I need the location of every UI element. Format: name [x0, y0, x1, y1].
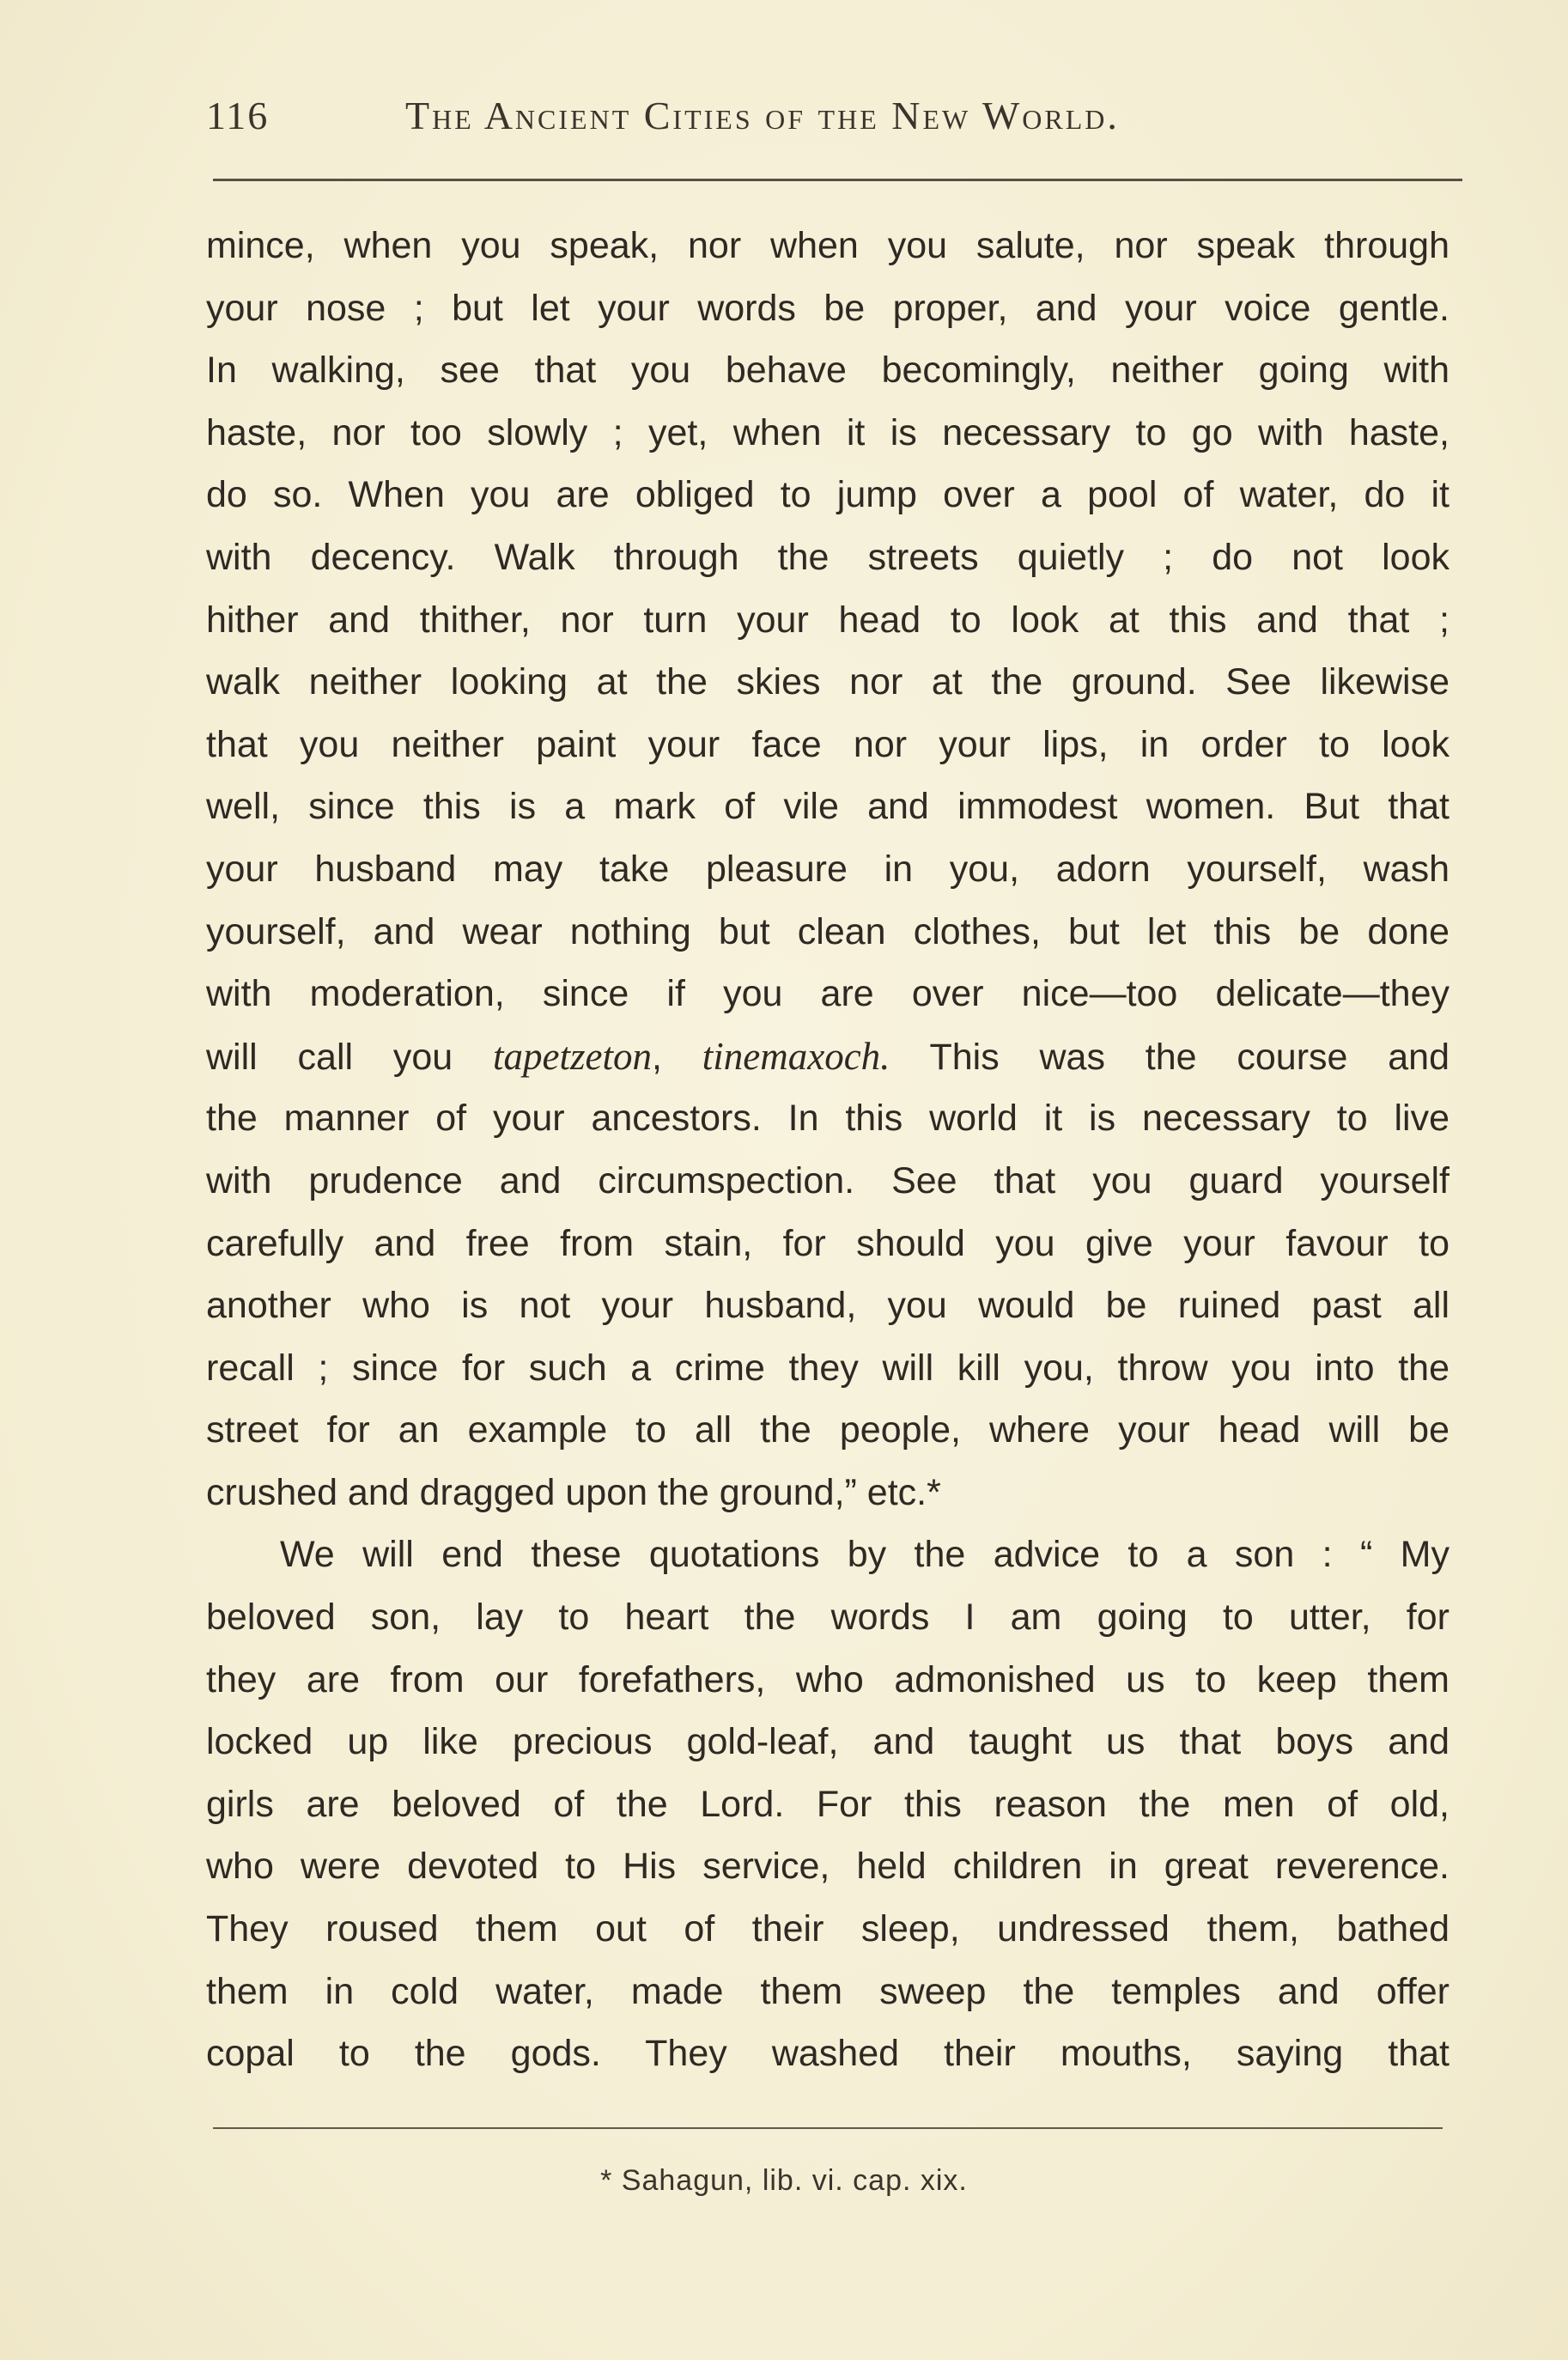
page-header	[206, 93, 1460, 144]
footnote: * Sahagun, lib. vi. cap. xix.	[600, 2164, 968, 2197]
header-rule	[213, 179, 1462, 181]
text-line: another who is not your husband, you would be ruined past all	[206, 1285, 1449, 1327]
text-line: mince, when you speak, nor when you salute, nor speak through	[206, 225, 1449, 266]
text-line: street for an example to all the people, where your head will be	[206, 1409, 1449, 1451]
text-line: beloved son, lay to heart the words I am going to utter, for	[206, 1597, 1449, 1639]
text-line: yourself, and wear nothing but clean clothes, but let this be done	[206, 910, 1449, 952]
text-line: your husband may take pleasure in you, adorn yourself, wash	[206, 848, 1449, 890]
text-line: with decency. Walk through the streets quietly ; do not look	[206, 536, 1449, 578]
italic-term: tinemaxoch.	[702, 1034, 890, 1078]
paragraph-start-line: We will end these quotations by the advice to a son : “ My	[280, 1534, 1449, 1576]
text-line: with moderation, since if you are over nice—too delicate—they	[206, 973, 1449, 1015]
text-line: your nose ; but let your words be proper, and your voice gentle.	[206, 287, 1449, 329]
text-line: carefully and free from stain, for should you give your favour to	[206, 1222, 1449, 1264]
text-line: copal to the gods. They washed their mouths, saying that	[206, 2033, 1449, 2075]
text-line: walk neither looking at the skies nor at the ground. See likewise	[206, 661, 1449, 703]
text-line: locked up like precious gold-leaf, and taught us that boys and	[206, 1721, 1449, 1763]
text-line: with prudence and circumspection. See that you guard yourself	[206, 1159, 1449, 1201]
text-segment: will call you	[206, 1036, 494, 1078]
text-line: who were devoted to His service, held children in great reverence.	[206, 1846, 1449, 1888]
text-line: They roused them out of their sleep, undressed them, bathed	[206, 1908, 1449, 1950]
text-line: In walking, see that you behave becomingly, neither going with	[206, 350, 1449, 392]
text-line-with-italics	[206, 1025, 1449, 1088]
italic-term: tapetzeton	[493, 1034, 652, 1078]
text-segment: This was the course and	[890, 1036, 1449, 1078]
text-segment: ,	[651, 1036, 702, 1078]
text-line: the manner of your ancestors. In this world it is necessary to live	[206, 1098, 1449, 1140]
text-line: them in cold water, made them sweep the temples and offer	[206, 1970, 1449, 2012]
text-line: haste, nor too slowly ; yet, when it is necessary to go with haste,	[206, 411, 1449, 453]
paragraph-end-line: crushed and dragged upon the ground,” etc.*	[206, 1471, 941, 1513]
text-line: girls are beloved of the Lord. For this reason the men of old,	[206, 1783, 1449, 1825]
text-line: they are from our forefathers, who admonished us to keep them	[206, 1658, 1449, 1700]
text-line: that you neither paint your face nor your lips, in order to look	[206, 723, 1449, 765]
main-text	[206, 215, 1449, 2085]
running-title: The Ancient Cities of the New World.	[405, 94, 1120, 137]
footnote-rule	[213, 2127, 1443, 2129]
text-line: do so. When you are obliged to jump over a pool of water, do it	[206, 474, 1449, 516]
text-line: recall ; since for such a crime they will kill you, throw you into the	[206, 1347, 1449, 1389]
text-line: well, since this is a mark of vile and immodest women. But that	[206, 786, 1449, 828]
text-line: hither and thither, nor turn your head to look at this and that ;	[206, 599, 1449, 641]
page-number: 116	[206, 94, 270, 137]
